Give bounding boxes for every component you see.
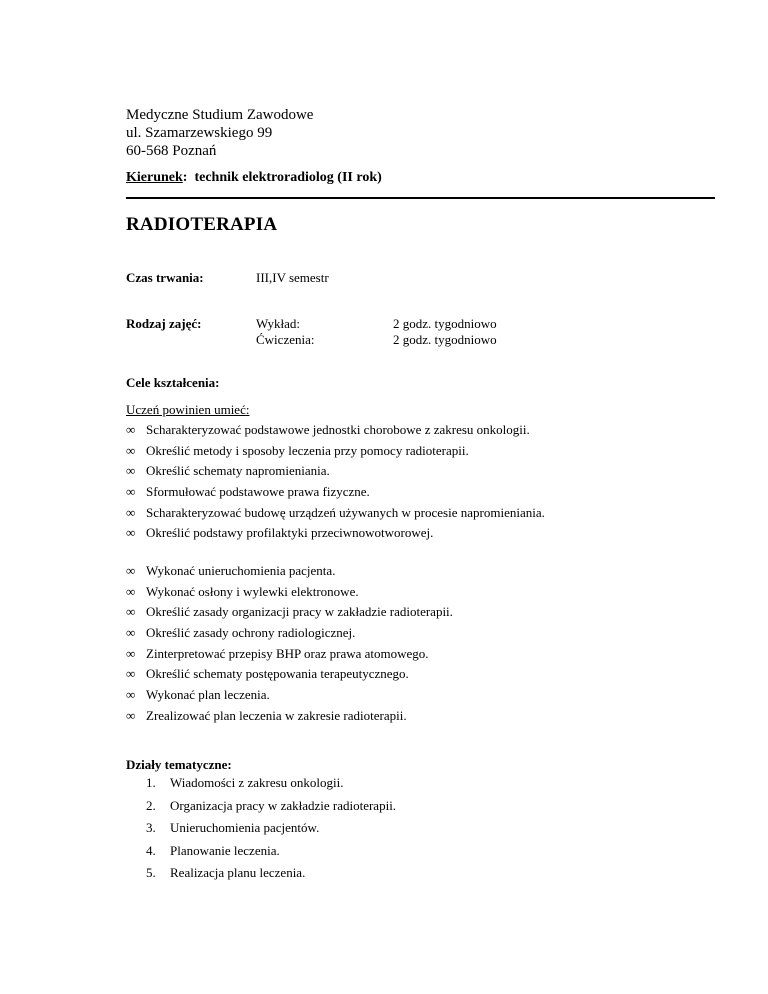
infinity-bullet-icon: ∞ <box>126 687 136 703</box>
kierunek-label: Kierunek <box>126 170 183 185</box>
list-item-text: Planowanie leczenia. <box>170 842 280 858</box>
list-item-text: Unieruchomienia pacjentów. <box>170 820 320 836</box>
kierunek-colon: : <box>182 170 188 185</box>
cele-label: Cele kształcenia: <box>126 375 220 390</box>
list-item-text: Określić schematy napromieniania. <box>146 463 330 479</box>
infinity-bullet-icon: ∞ <box>126 666 136 682</box>
page-title: RADIOTERAPIA <box>126 214 278 235</box>
infinity-bullet-icon: ∞ <box>126 442 136 458</box>
infinity-bullet-icon: ∞ <box>126 525 136 541</box>
list-item-text: Wykonać plan leczenia. <box>146 687 270 703</box>
street-address: ul. Szamarzewskiego 99 <box>126 125 273 141</box>
list-item-text: Określić zasady ochrony radiologicznej. <box>146 625 356 641</box>
infinity-bullet-icon: ∞ <box>126 484 136 500</box>
infinity-bullet-icon: ∞ <box>126 583 136 599</box>
infinity-bullet-icon: ∞ <box>126 563 136 578</box>
kierunek-line <box>126 170 382 186</box>
cele-intro-colon: : <box>245 402 250 417</box>
list-item-number: 3. <box>146 820 156 836</box>
list-item-number: 1. <box>146 775 156 790</box>
infinity-bullet-icon: ∞ <box>126 707 136 723</box>
list-item-text: Realizacja planu leczenia. <box>170 865 306 881</box>
cele-intro-text: Uczeń powinien umieć <box>126 402 246 417</box>
cele-intro <box>126 402 249 418</box>
list-item-text: Wykonać unieruchomienia pacjenta. <box>146 563 336 578</box>
rodzaj-type-2: Ćwiczenia: <box>256 332 315 347</box>
rodzaj-hours-1: 2 godz. tygodniowo <box>393 316 497 331</box>
czas-label: Czas trwania: <box>126 270 204 285</box>
institution-name: Medyczne Studium Zawodowe <box>126 107 314 123</box>
list-item-text: Określić zasady organizacji pracy w zakładzie radioterapii. <box>146 604 453 620</box>
list-item-text: Określić podstawy profilaktyki przeciwnowotworowej. <box>146 525 434 541</box>
list-item-number: 5. <box>146 865 156 881</box>
infinity-bullet-icon: ∞ <box>126 645 136 661</box>
dzialy-label: Działy tematyczne: <box>126 757 232 772</box>
address-block <box>126 106 313 160</box>
czas-value: III,IV semestr <box>256 270 329 285</box>
header-divider <box>126 197 715 199</box>
rodzaj-label: Rodzaj zajęć: <box>126 316 202 331</box>
infinity-bullet-icon: ∞ <box>126 463 136 479</box>
list-item-text: Organizacja pracy w zakładzie radioterapii. <box>170 797 397 813</box>
infinity-bullet-icon: ∞ <box>126 422 136 437</box>
list-item-text: Określić metody i sposoby leczenia przy pomocy radioterapii. <box>146 442 469 458</box>
list-item-text: Wykonać osłony i wylewki elektronowe. <box>146 583 359 599</box>
rodzaj-type-1: Wykład: <box>256 316 300 331</box>
rodzaj-hours-2: 2 godz. tygodniowo <box>393 332 497 347</box>
list-item-number: 4. <box>146 842 156 858</box>
list-item-text: Sformułować podstawowe prawa fizyczne. <box>146 484 370 500</box>
list-item-text: Scharakteryzować budowę urządzeń używanych w procesie napromieniania. <box>146 504 545 520</box>
infinity-bullet-icon: ∞ <box>126 625 136 641</box>
list-item-number: 2. <box>146 797 156 813</box>
list-item-text: Scharakteryzować podstawowe jednostki chorobowe z zakresu onkologii. <box>146 422 530 437</box>
city-postcode: 60-568 Poznań <box>126 143 217 159</box>
list-item-text: Określić schematy postępowania terapeutycznego. <box>146 666 409 682</box>
kierunek-value: technik elektroradiolog (II rok) <box>194 170 382 185</box>
infinity-bullet-icon: ∞ <box>126 604 136 620</box>
list-item-text: Zinterpretować przepisy BHP oraz prawa atomowego. <box>146 645 429 661</box>
infinity-bullet-icon: ∞ <box>126 504 136 520</box>
list-item-text: Wiadomości z zakresu onkologii. <box>170 775 344 790</box>
list-item-text: Zrealizować plan leczenia w zakresie radioterapii. <box>146 707 407 723</box>
